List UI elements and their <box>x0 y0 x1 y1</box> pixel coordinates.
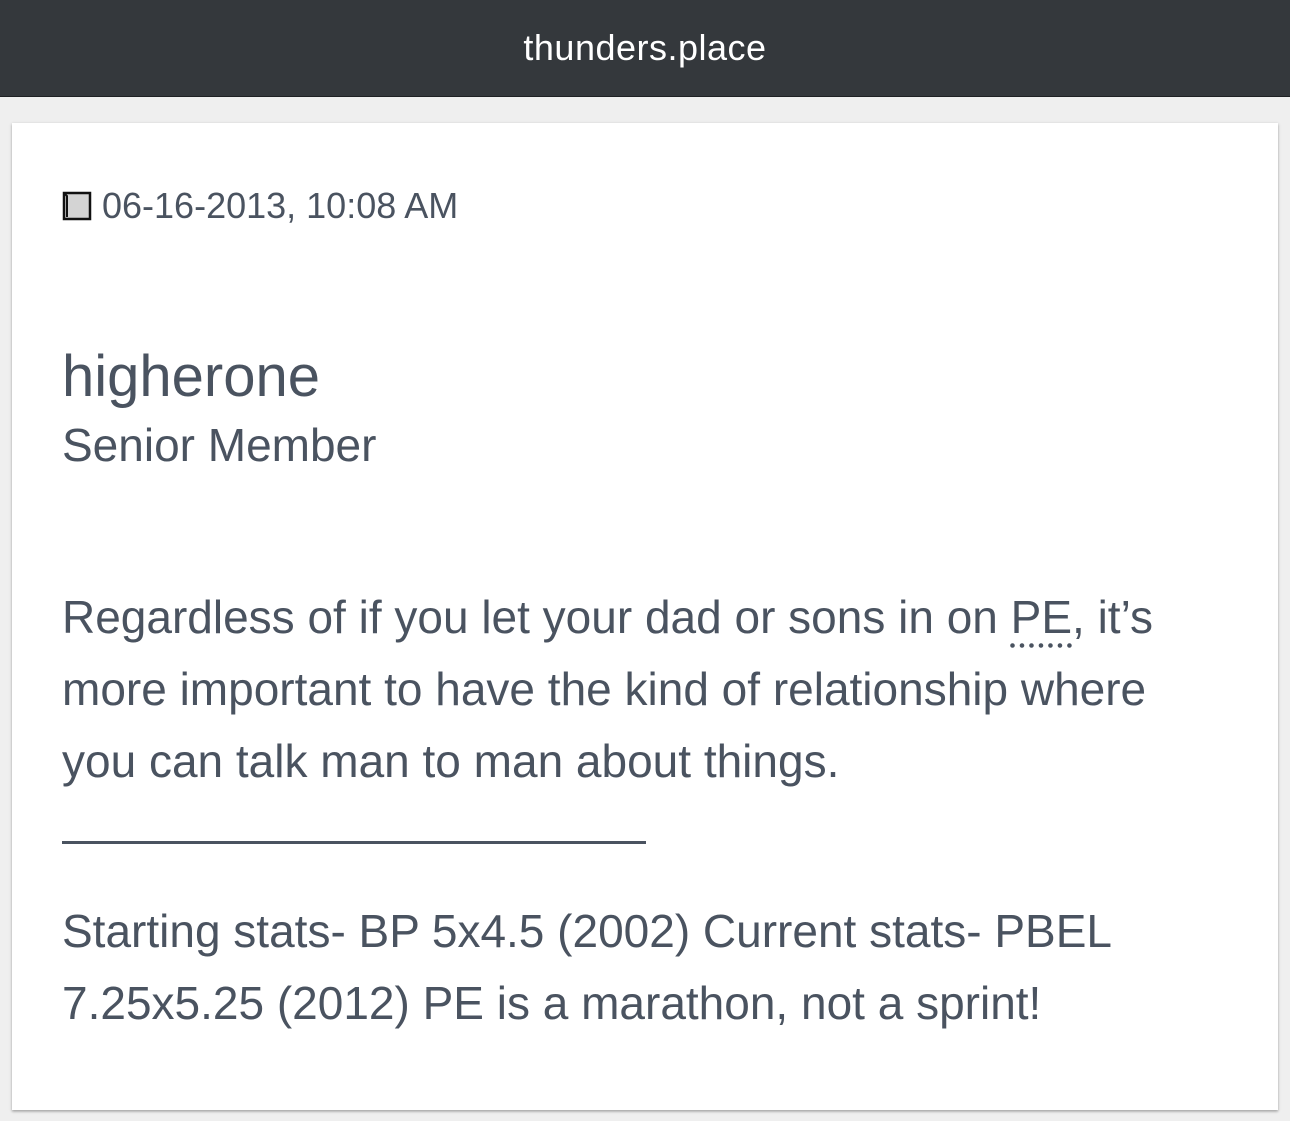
document-icon <box>62 191 92 221</box>
top-bar <box>0 0 1290 97</box>
post-body-text-2: , it’s more important to have the kind of relationship where you can talk man to man about things. <box>62 591 1153 787</box>
post-body-text-1: Regardless of if you let your dad or sons in on <box>62 591 1011 643</box>
post-card <box>12 123 1278 1110</box>
post-meta <box>62 185 458 227</box>
post-body <box>62 581 1222 797</box>
signature-divider <box>62 841 646 844</box>
post-signature: Starting stats- BP 5x4.5 (2002) Current stats- PBEL 7.25x5.25 (2012) PE is a marathon, not a sprint! <box>62 905 1111 1029</box>
site-title: thunders.place <box>523 27 767 68</box>
author-name[interactable]: higherone <box>62 344 320 409</box>
author-title: Senior Member <box>62 419 377 471</box>
abbr-pe[interactable]: PE <box>1010 591 1073 643</box>
post-timestamp: 06-16-2013, 10:08 AM <box>102 185 459 226</box>
